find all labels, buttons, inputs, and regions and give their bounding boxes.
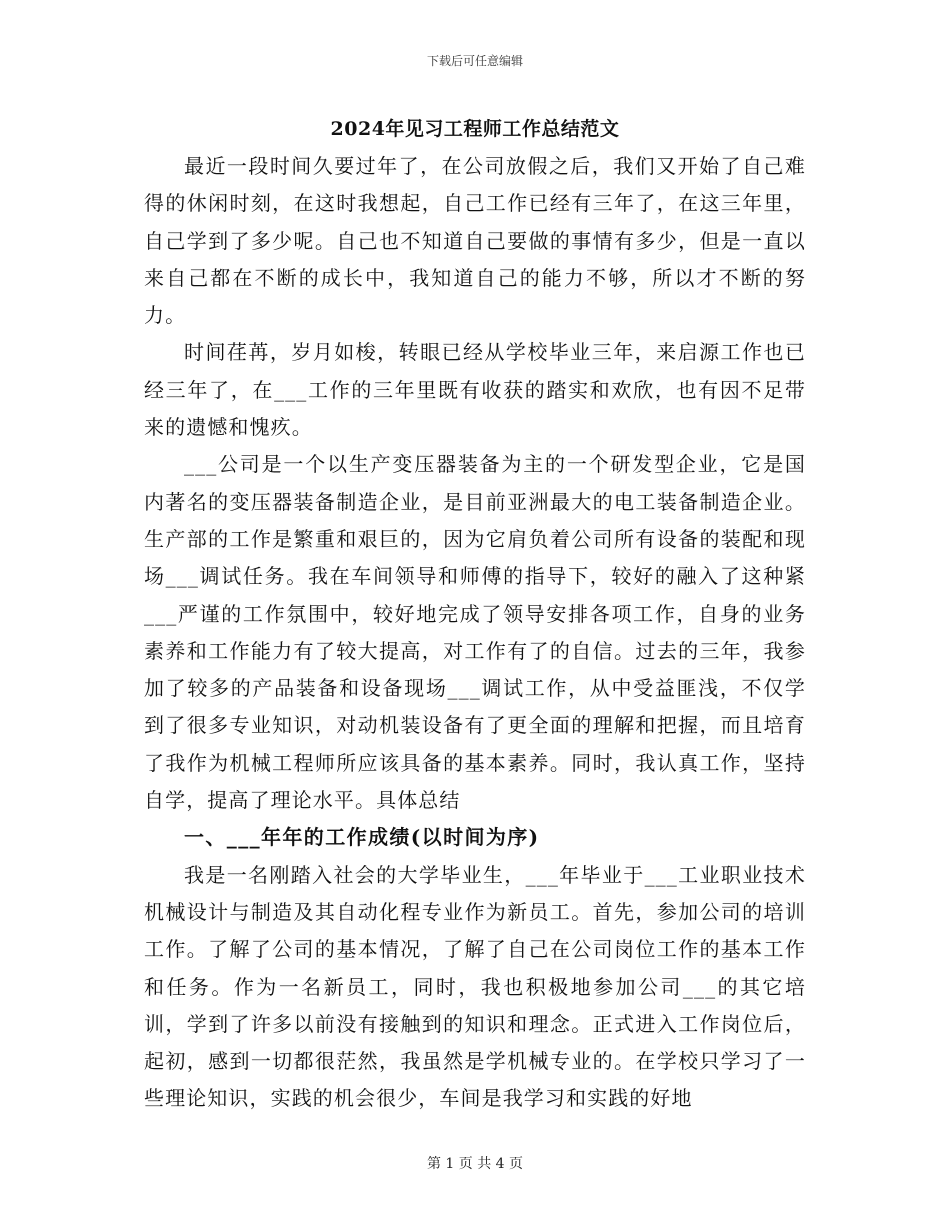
paragraph-company: ___公司是一个以生产变压器装备为主的一个研发型企业，它是国内著名的变压器装备制造企业，是目前亚洲最大的电工装备制造企业。生产部的工作是繁重和艰巨的，因为它肩负着公司所有设备的装配和现场___调试任务。我在车间领导和师傅的指导下，较好的融入了这种紧___严谨的工作氛围中，较好地完成了领导安排各项工作，自身的业务素养和工作能力有了较大提高，对工作有了的自信。过去的三年，我参加了较多的产品装备和设备现场___调试工作，从中受益匪浅，不仅学到了很多专业知识，对动机装设备有了更全面的理解和把握，而且培育了我作为机械工程师所应该具备的基本素养。同时，我认真工作，坚持自学，提高了理论水平。具体总结 (144, 452, 806, 813)
paragraph-time: 时间荏苒，岁月如梭，转眼已经从学校毕业三年，来启源工作也已经三年了，在___工作的三年里既有收获的踏实和欢欣，也有因不足带来的遗憾和愧疚。 (144, 340, 806, 440)
document-body (144, 148, 806, 1118)
paragraph-section-1: 我是一名刚踏入社会的大学毕业生，___年毕业于___工业职业技术机械设计与制造及其自动化程专业作为新员工。首先，参加公司的培训工作。了解了公司的基本情况，了解了自己在公司岗位工作的基本工作和任务。作为一名新员工，同时，我也积极地参加公司___的其它培训，学到了许多以前没有接触到的知识和理念。正式进入工作岗位后，起初，感到一切都很茫然，我虽然是学机械专业的。在学校只学习了一些理论知识，实践的机会很少，车间是我学习和实践的好地 (144, 862, 806, 1111)
page-header-note: 下载后可任意编辑 (426, 54, 523, 68)
page-number: 第 1 页 共 4 页 (426, 1156, 524, 1172)
document-title: 2024年见习工程师工作总结范文 (330, 118, 620, 140)
paragraph-intro: 最近一段时间久要过年了，在公司放假之后，我们又开始了自己难得的休闲时刻，在这时我想起，自己工作已经有三年了，在这三年里，自己学到了多少呢。自己也不知道自己要做的事情有多少，但是一直以来自己都在不断的成长中，我知道自己的能力不够，所以才不断的努力。 (144, 154, 806, 328)
section-heading: 一、___年年的工作成绩(以时间为序) (184, 825, 540, 850)
